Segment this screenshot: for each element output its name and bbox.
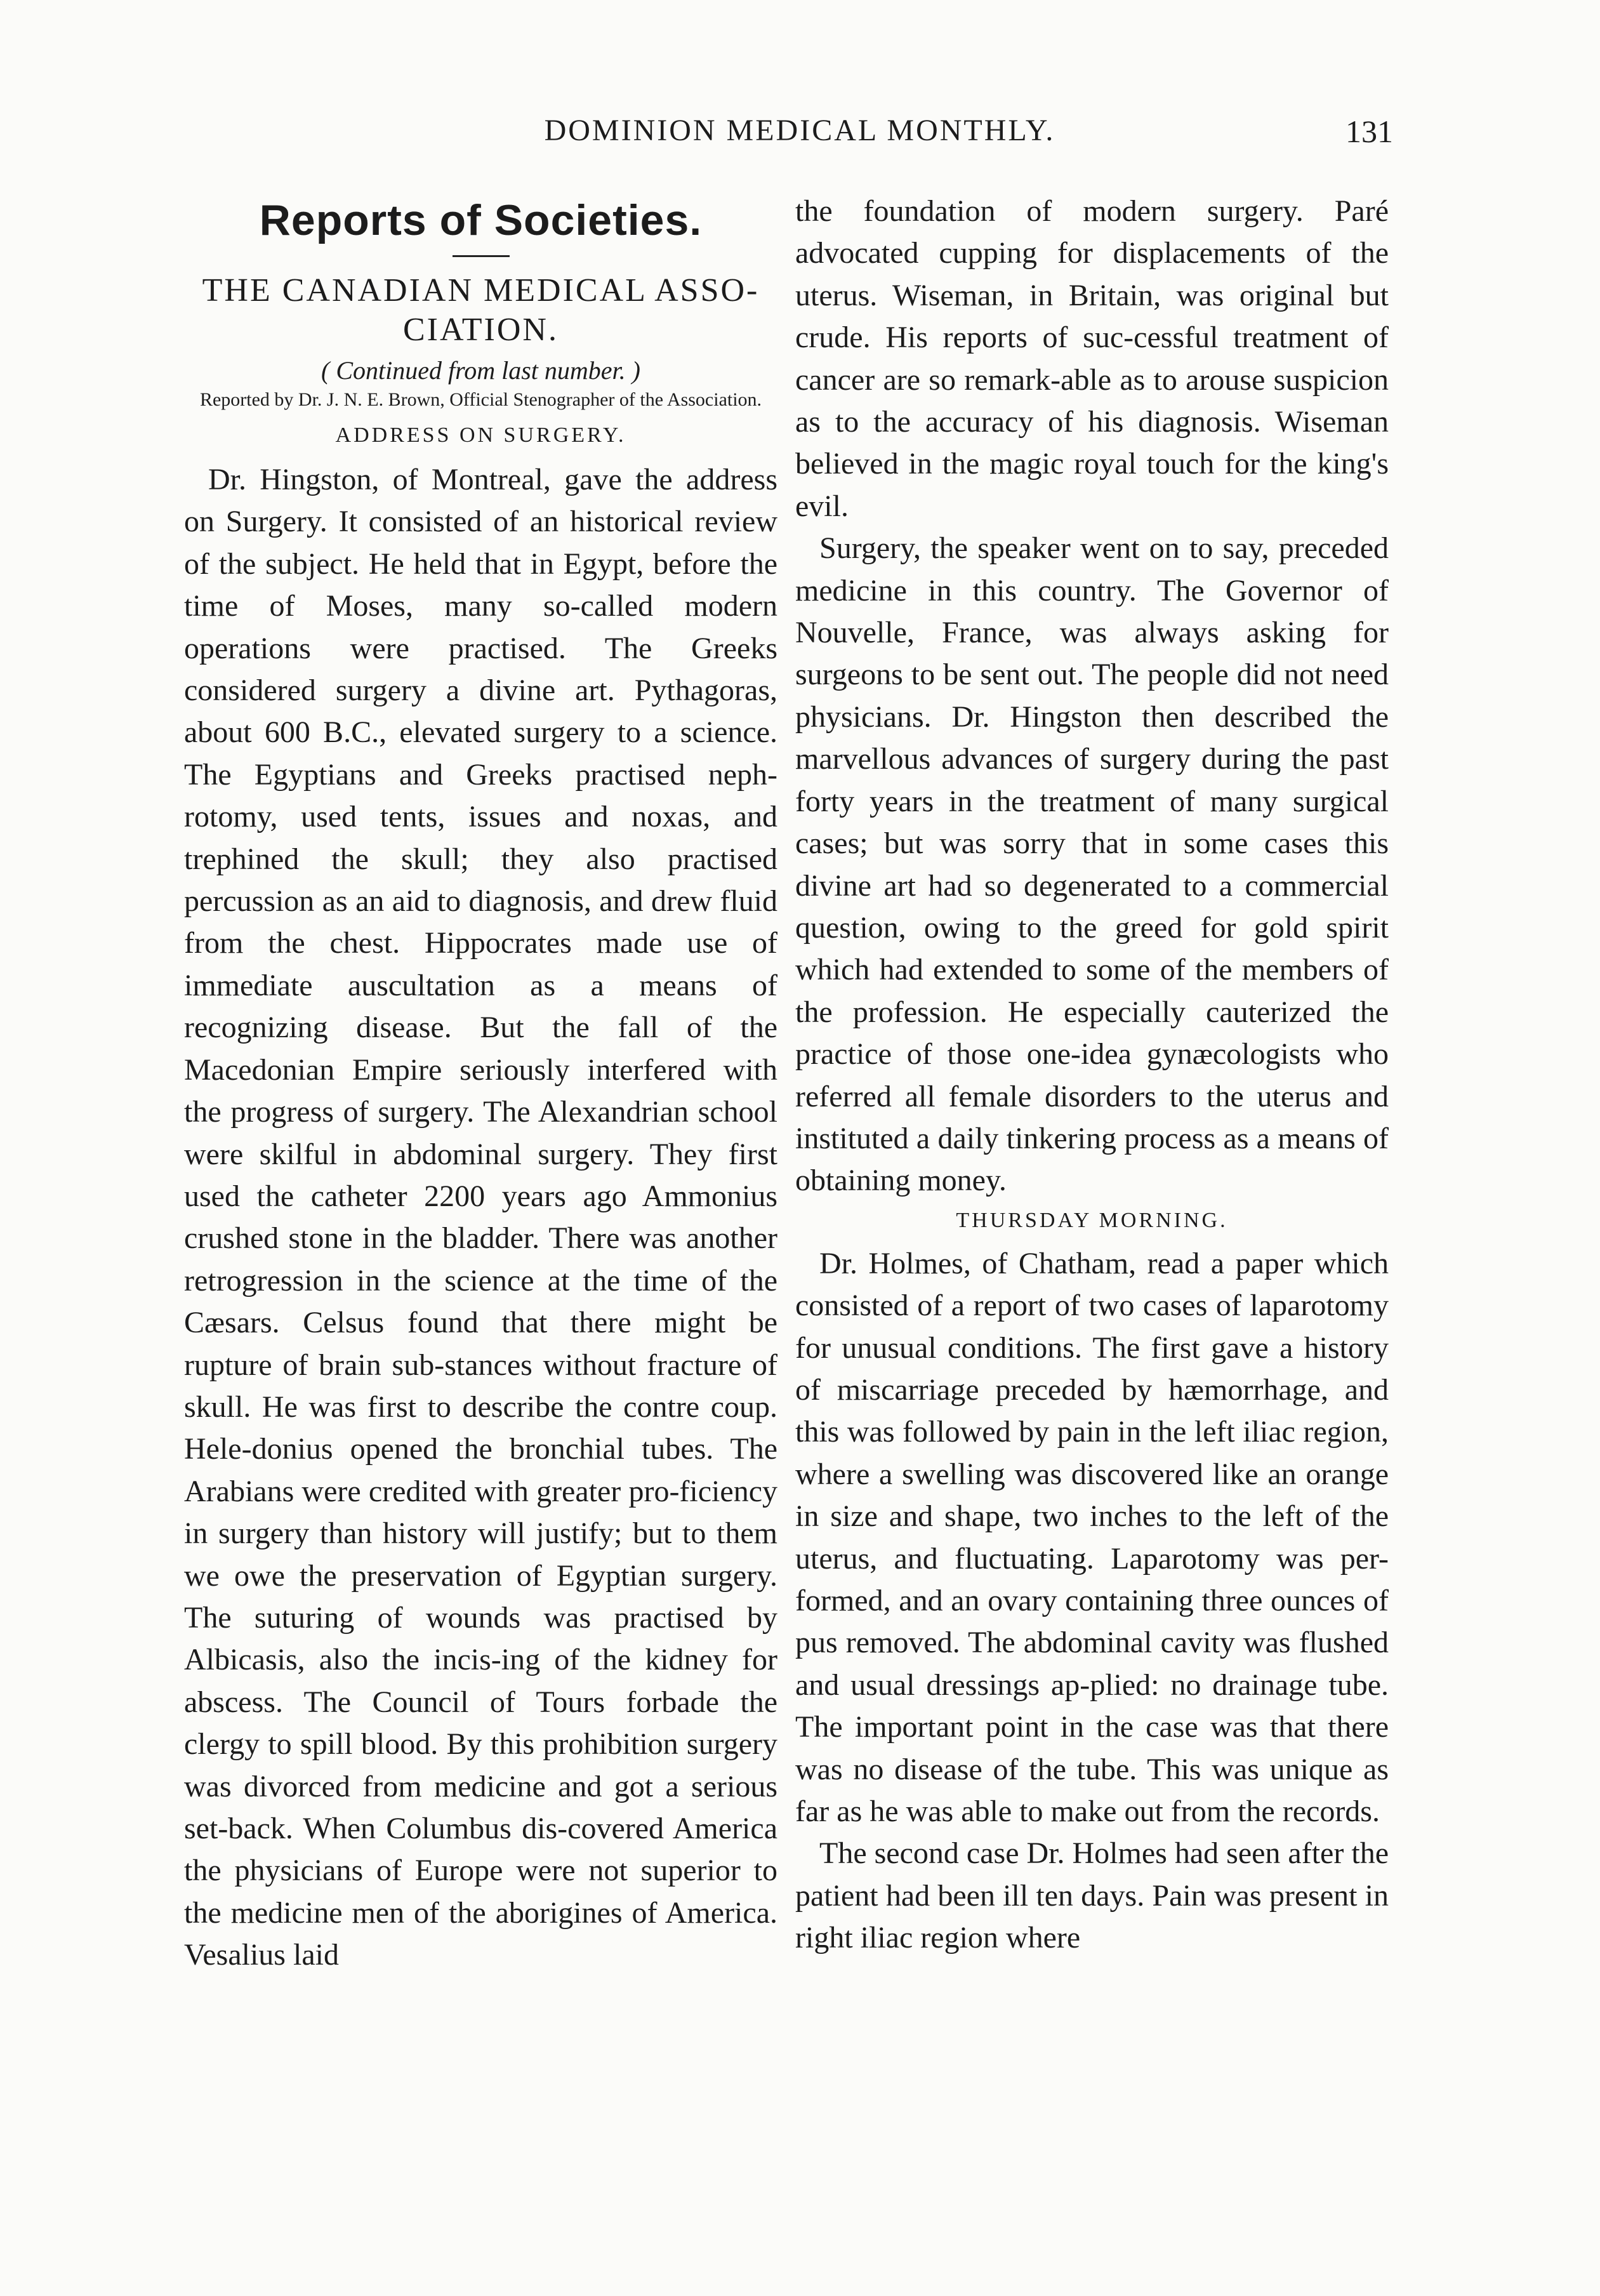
paragraph-foundation-modern-surgery: the foundation of modern surgery. Paré advocated cupping for displacements of the uterus. Wiseman, in Britain, was original but crude. His reports of suc-cessful treatment of cancer are so remark-able as to arouse suspicion as to the accuracy of his diagnosis. Wiseman believed in the magic royal touch for the king's evil. [795,194,1389,523]
paragraph-address-on-surgery: Dr. Hingston, of Montreal, gave the address on Surgery. It consisted of an historical review of the subject. He held that in Egypt, before the time of Moses, many so-called modern operations were practised. The Greeks considered surgery a divine art. Pythagoras, about 600 B.C., elevated surgery to a science. The Egyptians and Greeks practised neph-rotomy, used tents, issues and noxas, and trephined the skull; they also practised percussion as an aid to diagnosis, and drew fluid from the chest. Hippocrates made use of immediate auscultation as a means of recognizing disease. But the fall of the Macedonian Empire seriously interfered with the progress of surgery. The Alexandrian school were skilful in abdominal surgery. They first used the catheter 2200 years ago Ammonius crushed stone in the bladder. There was another retrogression in the science at the time of the Cæsars. Celsus found that there might be rupture of brain sub-stances without fracture of skull. He was first to describe the contre coup. Hele-donius opened the bronchial tubes. The Arabians were credited with greater pro-ficiency in surgery than history will justify; but to them we owe the preservation of Egyptian surgery. The suturing of wounds was practised by Albicasis, also the incis-ing of the kidney for abscess. The Council of Tours forbade the clergy to spill blood. By this prohibition surgery was divorced from medicine and got a serious set-back. When Columbus dis-covered America the physicians of Europe were not superior to the medicine men of the aborigines of America. Vesalius laid [184,463,777,1972]
association-title: THE CANADIAN MEDICAL ASSO-CIATION. [202,272,760,348]
paragraph-second-case: The second case Dr. Holmes had seen after the patient had been ill ten days. Pain was present in right iliac region where [795,1836,1389,1955]
running-head: DOMINION MEDICAL MONTHLY. [544,114,1055,147]
page-number: 131 [1345,114,1393,149]
right-column [795,190,1389,1960]
left-column [184,190,777,1977]
section-title: Reports of Societies. [259,196,703,244]
reporter-credit: Reported by Dr. J. N. E. Brown, Official Stenographer of the Association. [199,389,762,410]
subheading-address-on-surgery: ADDRESS ON SURGERY. [335,423,626,447]
subheading-thursday-morning: THURSDAY MORNING. [956,1208,1228,1232]
continued-note: ( Continued from last number. ) [321,356,640,385]
paragraph-holmes-laparotomy: Dr. Holmes, of Chatham, read a paper which consisted of a report of two cases of laparotomy for unusual conditions. The first gave a history of miscarriage preceded by hæmorrhage, and this was followed by pain in the left iliac region, where a swelling was discovered like an orange in size and shape, two inches to the left of the uterus, and fluctuating. Laparotomy was per-formed, and an ovary containing three ounces of pus removed. The abdominal cavity was flushed and usual dressings ap-plied: no drainage tube. The important point in the case was that there was no disease of the tube. This was unique as far as he was able to make out from the records. [795,1246,1389,1829]
title-rule [453,255,510,257]
paragraph-surgery-preceded-medicine: Surgery, the speaker went on to say, preceded medicine in this country. The Governor of Nouvelle, France, was always asking for surgeons to be sent out. The people did not need physicians. Dr. Hingston then described the marvellous advances of surgery during the past forty years in the treatment of many surgical cases; but was sorry that in some cases this divine art had so degenerated to a commercial question, owing to the greed for gold spirit which had extended to some of the members of the profession. He especially cauterized the practice of those one-idea gynæcologists who referred all female disorders to the uterus and instituted a daily tinkering process as a means of obtaining money. [795,531,1389,1198]
